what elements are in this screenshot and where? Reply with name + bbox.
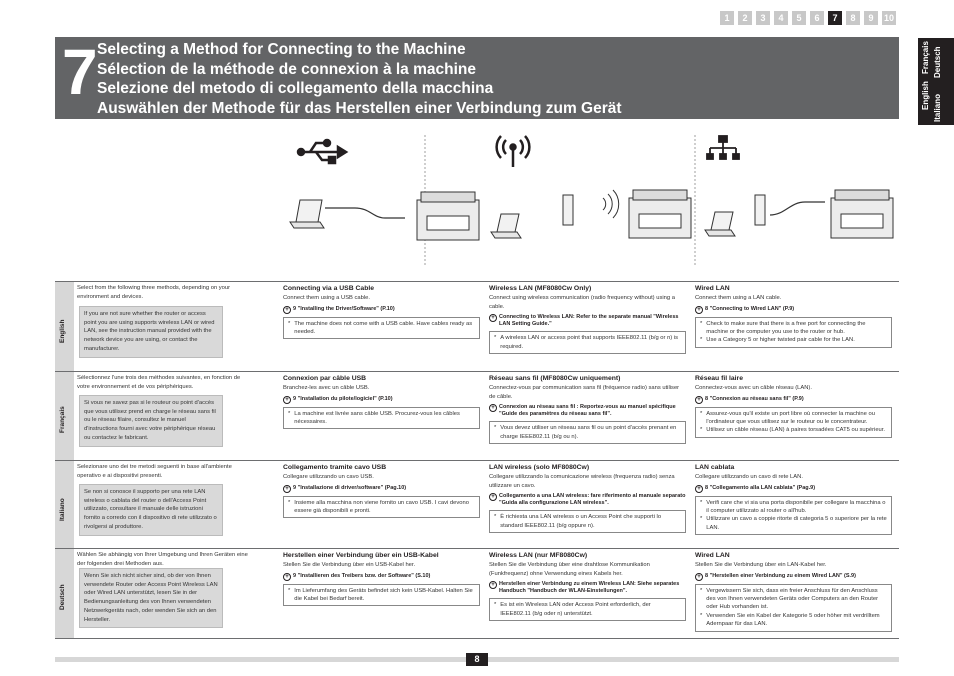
note-item <box>494 424 681 441</box>
note-text: A wireless LAN or access point that supports IEEE802.11 (b/g or n) is required. <box>500 335 679 350</box>
reference-arrow-icon: + <box>283 485 291 493</box>
laptop-illustration <box>491 214 521 238</box>
method-description: Connectez-vous par communication sans fil (fréquence radio) sans utiliser de câble. <box>489 385 680 400</box>
lan-cable <box>770 202 825 215</box>
method-title: LAN cablata <box>695 464 735 471</box>
laptop-illustration <box>290 200 324 228</box>
step-link-6[interactable]: 6 <box>810 11 824 25</box>
method-notes <box>695 407 892 438</box>
method-reference[interactable] <box>489 404 686 418</box>
section-english <box>55 281 899 371</box>
lan-network-icon <box>707 136 739 159</box>
step-link-9[interactable]: 9 <box>864 11 878 25</box>
method-notes <box>489 510 686 533</box>
wired-lan-method <box>695 463 892 535</box>
title-italian: Selezione del metodo di collegamento della macchina <box>97 80 494 97</box>
note-text: Utilizzare un cavo a coppie ritorte di categoria 5 o superiore per la rete LAN. <box>706 516 887 531</box>
method-notes <box>283 317 480 340</box>
note-text: Es ist ein Wireless LAN oder Access Point erforderlich, der IEEE802.11 (b/g oder n) unterstützt. <box>500 602 651 617</box>
section-note-box: Wenn Sie sich nicht sicher sind, ob der von Ihnen verwendete Router oder Access Point Wireless LAN oder Wired LAN unterstützt, lesen Sie in der Bedienungsanleitung des von Ihnen verwendeten Netzwerkgeräts nach, oder wenden Sie sich an den Hersteller. <box>79 568 223 628</box>
note-item <box>494 601 681 618</box>
lang-english: English <box>921 81 930 110</box>
step-link-8[interactable]: 8 <box>846 11 860 25</box>
lang-deutsch: Deutsch <box>933 46 942 78</box>
router-illustration <box>755 195 765 225</box>
method-reference[interactable] <box>283 573 480 581</box>
section-intro: Select from the following three methods, depending on your environment and devices. <box>77 285 231 300</box>
note-text: La machine est livrée sans câble USB. Procurez-vous les câbles nécessaires. <box>294 410 460 425</box>
reference-arrow-icon: + <box>283 573 291 581</box>
asterisk-icon: * <box>700 337 703 344</box>
method-description: Collegare utilizzando un cavo di rete LAN. <box>695 474 803 480</box>
wireless-router-illustration <box>563 195 573 225</box>
reference-text: 9 "Installation du pilote/logiciel" (P.10) <box>293 395 393 402</box>
section-language-text: English <box>59 319 66 343</box>
method-notes <box>695 584 892 632</box>
method-description: Connect using wireless communication (radio frequency without) using a cable. <box>489 295 675 310</box>
note-text: Check to make sure that there is a free port for connecting the machine or the computer you use to the router or hub. <box>706 320 866 335</box>
note-item <box>700 320 887 337</box>
reference-arrow-icon: + <box>695 573 703 581</box>
method-description: Connectez-vous avec un câble réseau (LAN). <box>695 385 812 391</box>
method-description: Connect them using a USB cable. <box>283 295 371 301</box>
wireless-lan-method <box>489 284 686 354</box>
reference-arrow-icon: + <box>283 396 291 404</box>
signal-waves <box>603 190 619 218</box>
asterisk-icon: * <box>494 602 497 609</box>
printer-illustration <box>831 190 893 238</box>
method-title: Connecting via a USB Cable <box>283 285 375 292</box>
asterisk-icon: * <box>494 514 497 521</box>
usb-icon <box>298 140 346 163</box>
section-intro: Sélectionnez l'une trois des méthodes suivantes, en fonction de votre environnement et de vos périphériques. <box>77 375 241 390</box>
method-reference[interactable] <box>489 581 686 595</box>
section-language-label <box>55 461 74 548</box>
page-title <box>97 40 622 118</box>
wired-lan-method <box>695 551 892 632</box>
method-description: Collegare utilizzando la comunicazione wireless (frequenza radio) senza utilizzare un cavo. <box>489 474 675 489</box>
section-note-box: Se non si conosce il supporto per una rete LAN wireless o cablata del router o dell'Access Point utilizzato, consultare il manuale delle istruzioni fornito a corredo con il dispositivo di rete utilizzato o rivolgersi al produttore. <box>79 484 223 536</box>
step-number: 7 <box>62 36 98 108</box>
method-reference[interactable] <box>283 396 480 404</box>
reference-arrow-icon: + <box>489 581 497 589</box>
note-text: Im Lieferumfang des Geräts befindet sich kein USB-Kabel. Halten Sie die Kabel bei Bedarf bereit. <box>294 587 473 602</box>
lang-francais: Français <box>921 41 930 74</box>
method-notes <box>695 317 892 348</box>
note-text: Verwenden Sie ein Kabel der Kategorie 5 oder höher mit verdrilltem Adernpaar für das LAN. <box>706 612 880 628</box>
method-title: Wireless LAN (MF8080Cw Only) <box>489 285 592 292</box>
note-text: È richiesta una LAN wireless o un Access Point che supporti lo standard IEEE802.11 (b/g oppure n). <box>500 514 662 529</box>
step-link-2[interactable]: 2 <box>738 11 752 25</box>
usb-cable <box>325 208 405 218</box>
reference-text: 9 "Installieren des Treibers bzw. der Software" (S.10) <box>293 572 431 579</box>
language-tab <box>918 38 954 125</box>
step-link-4[interactable]: 4 <box>774 11 788 25</box>
note-text: Vous devez utiliser un réseau sans fil ou un point d'accès prenant en charge IEEE802.11 (b/g ou n). <box>500 425 677 440</box>
method-title: Réseau sans fil (MF8080Cw uniquement) <box>489 375 621 382</box>
reference-arrow-icon: + <box>695 396 703 404</box>
method-title: Herstellen einer Verbindung über ein USB-Kabel <box>283 552 439 559</box>
section-language-text: Français <box>59 405 66 433</box>
method-reference[interactable] <box>283 306 480 314</box>
wired-lan-method <box>695 374 892 438</box>
reference-text: 8 "Collegamento alla LAN cablata" (Pag.9) <box>705 484 816 491</box>
section-intro: Selezionare uno dei tre metodi seguenti in base all'ambiente operativo e ai dispositivi presenti. <box>77 464 232 479</box>
reference-text: 9 "Installing the Driver/Software" (P.10) <box>293 305 395 312</box>
section-français <box>55 371 899 460</box>
section-italiano <box>55 460 899 548</box>
note-text: Assurez-vous qu'il existe un port libre où connecter la machine ou l'ordinateur que vous utilisez sur le routeur ou le concentrateur. <box>706 410 875 425</box>
printer-illustration <box>417 192 479 240</box>
usb-method <box>283 551 480 606</box>
wireless-lan-method <box>489 374 686 444</box>
wireless-lan-method <box>489 551 686 621</box>
usb-method <box>283 463 480 518</box>
title-german: Auswählen der Methode für das Herstellen einer Verbindung zum Gerät <box>97 99 622 117</box>
method-description: Stellen Sie die Verbindung über eine drahtlose Kommunikation (Funkfrequenz) ohne Verwendung eines Kabels her. <box>489 562 650 577</box>
method-reference[interactable] <box>489 314 686 328</box>
reference-arrow-icon: + <box>695 485 703 493</box>
asterisk-icon: * <box>494 425 497 432</box>
note-item <box>700 499 887 516</box>
note-text: Vergewissern Sie sich, dass ein freier Anschluss für den Anschluss des von Ihnen verwendeten Geräts oder Computers an den Router oder Hub vorhanden ist. <box>706 587 879 611</box>
method-description: Branchez-les avec un câble USB. <box>283 385 370 391</box>
section-note-box: Si vous ne savez pas si le routeur ou point d'accès que vous utilisez prend en charge le réseau sans fil ou le réseau filaire, consultez le manuel d'instructions fourni avec votre périphérique réseau ou contactez le fabricant. <box>79 395 223 447</box>
method-description: Connect them using a LAN cable. <box>695 295 782 301</box>
asterisk-icon: * <box>288 499 291 506</box>
method-notes <box>489 421 686 444</box>
note-item <box>494 513 681 530</box>
method-notes <box>283 407 480 430</box>
method-title: Réseau fil laire <box>695 375 743 382</box>
section-language-label <box>55 372 74 460</box>
usb-method <box>283 374 480 429</box>
note-item <box>700 410 887 427</box>
reference-text: 8 "Herstellen einer Verbindung zu einem Wired LAN" (S.9) <box>705 572 856 579</box>
title-english: Selecting a Method for Connecting to the Machine <box>97 41 466 58</box>
reference-text: Connecting to Wireless LAN: Refer to the separate manual "Wireless LAN Setting Guide." <box>499 314 679 328</box>
method-notes <box>283 496 480 519</box>
note-text: Utilisez un câble réseau (LAN) à paires torsadées CAT5 ou supérieur. <box>706 427 885 434</box>
step-link-5[interactable]: 5 <box>792 11 806 25</box>
method-notes <box>489 331 686 354</box>
method-description: Stellen Sie die Verbindung über ein LAN-Kabel her. <box>695 562 827 568</box>
connection-diagram <box>55 130 899 275</box>
asterisk-icon: * <box>288 410 291 417</box>
note-item <box>700 612 887 629</box>
note-item <box>700 426 887 434</box>
reference-text: 8 "Connecting to Wired LAN" (P.9) <box>705 305 795 312</box>
method-reference[interactable] <box>489 493 686 507</box>
method-notes <box>489 598 686 621</box>
method-notes <box>283 584 480 607</box>
title-french: Sélection de la méthode de connexion à la machine <box>97 60 476 78</box>
asterisk-icon: * <box>494 335 497 342</box>
step-link-1[interactable]: 1 <box>720 11 734 25</box>
note-item <box>288 320 475 337</box>
method-title: Wired LAN <box>695 552 730 559</box>
section-language-text: Italiano <box>59 498 66 521</box>
reference-arrow-icon: + <box>489 493 497 501</box>
asterisk-icon: * <box>700 320 703 327</box>
lang-italiano: Italiano <box>933 93 942 122</box>
section-note-box: If you are not sure whether the router or access point you are using supports wireless LAN or wired LAN, see the instruction manual provided with the network device you are using, or contact the manufacturer. <box>79 306 223 358</box>
note-item <box>700 336 887 344</box>
method-title: Wired LAN <box>695 285 730 292</box>
method-title: Collegamento tramite cavo USB <box>283 464 387 471</box>
reference-arrow-icon: + <box>489 314 497 322</box>
method-description: Stellen Sie die Verbindung über ein USB-Kabel her. <box>283 562 416 568</box>
wireless-icon <box>497 136 530 167</box>
section-language-label <box>55 282 74 371</box>
method-reference[interactable] <box>283 485 480 493</box>
method-reference[interactable] <box>695 306 892 314</box>
section-language-text: Deutsch <box>59 584 66 610</box>
reference-text: Herstellen einer Verbindung zu einem Wireless LAN: Siehe separates Handbuch "Handbuch der WLAN-Einstellungen". <box>499 581 680 595</box>
page-number: 8 <box>466 653 488 666</box>
asterisk-icon: * <box>700 587 703 594</box>
note-text: Verifi care che vi sia una porta disponibile per collegare la macchina o il computer utilizzato al router o all'hub. <box>706 499 886 514</box>
reference-arrow-icon: + <box>489 404 497 412</box>
section-bottom-rule <box>55 638 899 639</box>
step-link-10[interactable]: 10 <box>883 13 894 23</box>
section-deutsch <box>55 548 899 638</box>
method-notes <box>695 496 892 536</box>
reference-text: Connexion au réseau sans fil : Reportez-vous au manuel spécifique "Guide des paramètres du réseau sans fil". <box>499 404 676 418</box>
note-item <box>700 587 887 612</box>
note-item <box>288 587 475 604</box>
method-reference[interactable] <box>695 573 892 581</box>
method-reference[interactable] <box>695 485 892 493</box>
note-text: Use a Category 5 or higher twisted pair cable for the LAN. <box>706 337 855 344</box>
reference-text: Collegamento a una LAN wireless: fare riferimento al manuale separato "Guida alla configurazione LAN wireless". <box>499 493 686 507</box>
asterisk-icon: * <box>700 612 703 619</box>
asterisk-icon: * <box>700 499 703 506</box>
step-navigation <box>720 11 896 25</box>
reference-arrow-icon: + <box>283 306 291 314</box>
wireless-lan-method <box>489 463 686 533</box>
note-item <box>288 410 475 427</box>
asterisk-icon: * <box>288 587 291 594</box>
printer-illustration <box>629 190 691 238</box>
method-title: Connexion par câble USB <box>283 375 367 382</box>
laptop-illustration <box>705 212 735 236</box>
asterisk-icon: * <box>288 320 291 327</box>
method-description: Collegare utilizzando un cavo USB. <box>283 474 374 480</box>
note-item <box>700 515 887 532</box>
wired-lan-method <box>695 284 892 348</box>
method-title: Wireless LAN (nur MF8080Cw) <box>489 552 588 559</box>
step-link-7[interactable]: 7 <box>828 11 842 25</box>
reference-arrow-icon: + <box>695 306 703 314</box>
method-reference[interactable] <box>695 396 892 404</box>
step-link-3[interactable]: 3 <box>756 11 770 25</box>
note-text: Insieme alla macchina non viene fornito un cavo USB. I cavi devono essere già disponibili e pronti. <box>294 499 469 514</box>
section-language-label <box>55 549 74 638</box>
method-title: LAN wireless (solo MF8080Cw) <box>489 464 590 471</box>
note-text: The machine does not come with a USB cable. Have cables ready as needed. <box>294 320 473 335</box>
note-item <box>494 334 681 351</box>
reference-text: 8 "Connexion au réseau sans fil" (P.9) <box>705 395 804 402</box>
asterisk-icon: * <box>700 410 703 417</box>
diagram-svg <box>55 130 899 275</box>
asterisk-icon: * <box>700 516 703 523</box>
usb-method <box>283 284 480 339</box>
reference-text: 9 "Installazione di driver/software" (Pag.10) <box>293 484 407 491</box>
asterisk-icon: * <box>700 427 703 434</box>
section-intro: Wählen Sie abhängig von Ihrer Umgebung und Ihren Geräten eine der folgenden drei Methoden aus. <box>77 552 248 567</box>
note-item <box>288 499 475 516</box>
